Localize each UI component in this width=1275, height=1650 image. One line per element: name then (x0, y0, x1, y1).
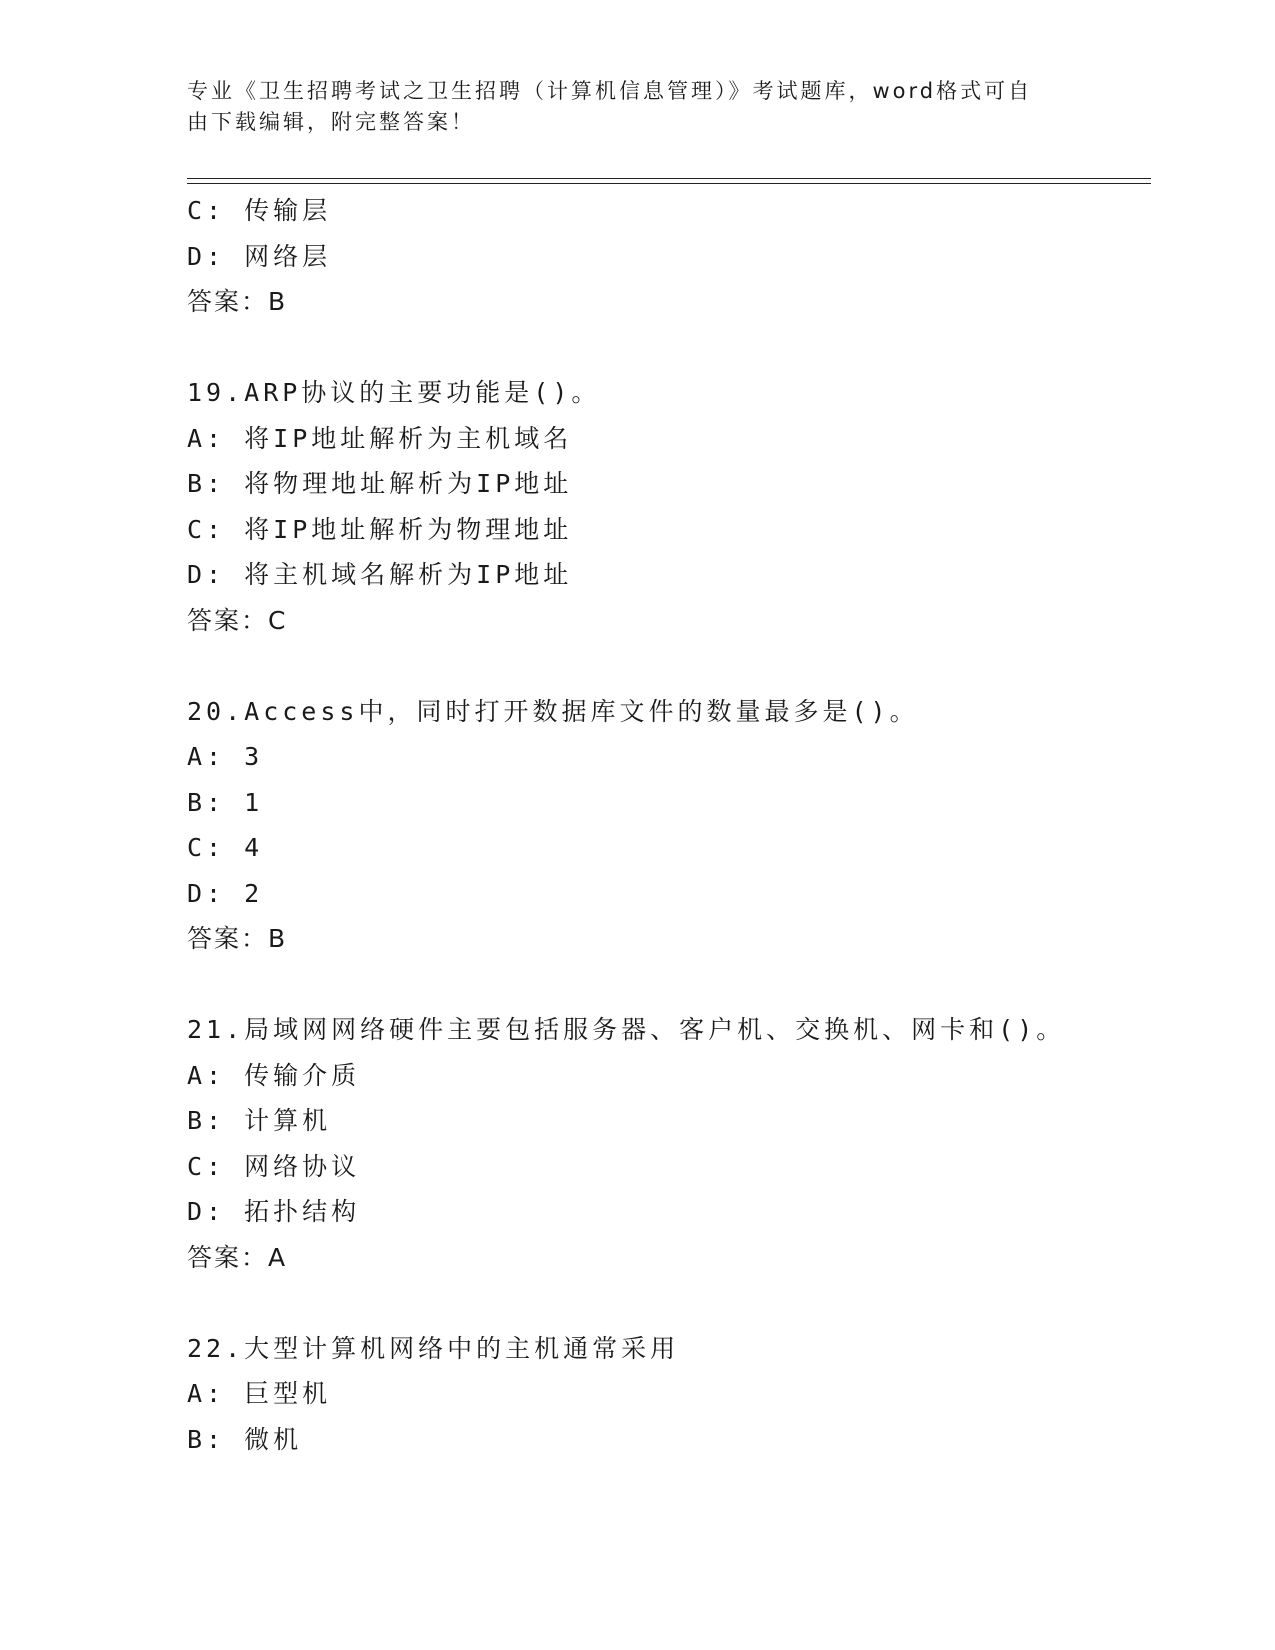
option-label: D: (187, 560, 226, 589)
option-d (187, 871, 1147, 917)
answer-line: 答案：B (187, 924, 288, 953)
option-text: 将物理地址解析为IP地址 (244, 469, 573, 498)
option-label: C: (187, 833, 226, 862)
option-c (187, 825, 1147, 871)
option-c (187, 1144, 1147, 1190)
question-19 (187, 370, 1147, 643)
option-label: B: (187, 1424, 226, 1454)
question-stem: 19.ARP协议的主要功能是()。 (187, 378, 601, 407)
option-label: D: (187, 878, 226, 908)
question-18-continued (187, 188, 1147, 325)
header-rule-top (187, 178, 1151, 179)
option-b (187, 1098, 1147, 1144)
option-text: 将主机域名解析为IP地址 (244, 560, 573, 589)
option-text: 网络协议 (244, 1151, 361, 1181)
header-line-1: 专业《卫生招聘考试之卫生招聘（计算机信息管理）》考试题库，word格式可自 (187, 79, 1033, 103)
option-b (187, 461, 1147, 507)
header-rule-bottom (187, 183, 1151, 184)
option-label: C: (187, 196, 226, 225)
option-label: C: (187, 514, 226, 544)
option-d (187, 234, 1147, 280)
option-label: D: (187, 241, 226, 271)
question-20 (187, 689, 1147, 962)
option-text: 2 (244, 878, 264, 908)
option-d (187, 1189, 1147, 1235)
option-label: B: (187, 787, 226, 817)
option-label: A: (187, 1060, 226, 1090)
option-label: D: (187, 1197, 226, 1226)
option-d (187, 552, 1147, 598)
question-stem: 20.Access中，同时打开数据库文件的数量最多是()。 (187, 696, 919, 726)
answer-line: 答案：A (187, 1242, 288, 1272)
option-label: A: (187, 742, 226, 771)
option-label: B: (187, 1106, 226, 1135)
spacer (187, 1280, 1147, 1326)
option-text: 巨型机 (244, 1379, 332, 1408)
option-a (187, 1053, 1147, 1099)
option-text: 拓扑结构 (244, 1197, 361, 1226)
option-c (187, 188, 1147, 234)
option-text: 将IP地址解析为物理地址 (244, 514, 573, 544)
spacer (187, 325, 1147, 371)
option-label: B: (187, 469, 226, 498)
question-21 (187, 1007, 1147, 1280)
option-label: C: (187, 1151, 226, 1181)
option-text: 传输介质 (244, 1060, 361, 1090)
option-text: 3 (244, 742, 264, 771)
question-stem: 22.大型计算机网络中的主机通常采用 (187, 1333, 680, 1363)
option-text: 4 (244, 833, 264, 862)
document-header (187, 76, 1087, 138)
option-text: 将IP地址解析为主机域名 (244, 423, 573, 453)
option-b (187, 780, 1147, 826)
option-label: A: (187, 1379, 226, 1408)
option-label: A: (187, 423, 226, 453)
header-line-2: 由下载编辑，附完整答案！ (187, 110, 475, 134)
question-22 (187, 1326, 1147, 1463)
spacer (187, 962, 1147, 1008)
answer-line: 答案：C (187, 605, 288, 635)
spacer (187, 643, 1147, 689)
question-stem: 21.局域网网络硬件主要包括服务器、客户机、交换机、网卡和()。 (187, 1015, 1066, 1044)
question-list (187, 188, 1147, 1462)
answer-line: 答案：B (187, 287, 288, 316)
option-text: 网络层 (244, 241, 332, 271)
option-a (187, 734, 1147, 780)
option-b (187, 1417, 1147, 1463)
option-text: 微机 (244, 1424, 303, 1454)
option-a (187, 1371, 1147, 1417)
option-text: 传输层 (244, 196, 332, 225)
option-c (187, 507, 1147, 553)
option-text: 1 (244, 787, 264, 817)
option-text: 计算机 (244, 1106, 332, 1135)
option-a (187, 416, 1147, 462)
